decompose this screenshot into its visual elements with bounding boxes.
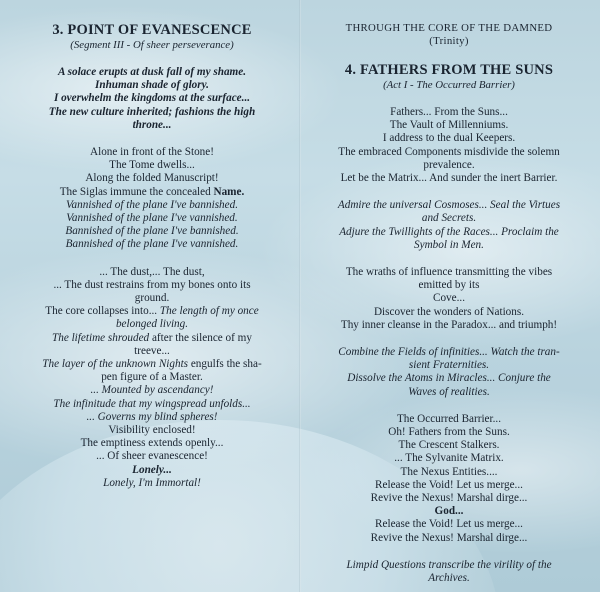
lyric-line: Bannished of the plane I've bannished. — [65, 225, 239, 238]
lyric-line: Alone in front of the Stone! — [90, 146, 214, 159]
stanza-2 — [18, 266, 286, 490]
lyric-line: Revive the Nexus! Marshal dirge... — [370, 531, 528, 544]
lyric-line: Dissolve the Atoms in Miracles... Conjure the — [347, 372, 551, 385]
lyric-line: Oh! Fathers from the Suns. — [388, 426, 510, 439]
lyric-line: pen figure of a Master. — [101, 371, 203, 384]
lyric-line: Inhuman shade of glory. — [95, 79, 209, 92]
lyric-segment: engulfs the sha- — [190, 358, 262, 371]
song-subtitle-4: (Act I - The Occurred Barrier) — [383, 79, 515, 91]
stanza-1 — [318, 106, 580, 185]
lyric-line-bold: God... — [434, 505, 464, 518]
lyric-line: A solace erupts at dusk fall of my shame. — [57, 66, 247, 78]
lyric-line: ... The dust restrains from my bones onto its — [53, 278, 251, 291]
right-column — [318, 22, 580, 585]
lyric-line: Admire the universal Cosmoses... Seal the Virtues — [337, 199, 561, 212]
lyric-line: Thy inner cleanse in the Paradox... and triumph! — [340, 318, 558, 331]
lyric-line: I overwhelm the kingdoms at the surface... — [53, 92, 251, 105]
lyric-line — [18, 332, 286, 345]
lyric-line: ... Of sheer evanescence! — [96, 450, 208, 463]
lyric-line: Fathers... From the Suns... — [390, 106, 508, 118]
lyric-line: Visibility enclosed! — [108, 424, 196, 437]
lyric-line: Let be the Matrix... And sunder the inert Barrier. — [340, 172, 558, 185]
page-fold — [299, 0, 301, 592]
lyric-line: ... Mounted by ascendancy! — [90, 384, 214, 397]
album-heading: THROUGH THE CORE OF THE DAMNED — [345, 22, 553, 34]
lyric-line: Vannished of the plane I've vannished. — [66, 212, 238, 225]
lyric-line: prevalence. — [423, 158, 475, 171]
lyric-line: The new culture inherited; fashions the high — [48, 105, 256, 118]
album-heading-sub: (Trinity) — [429, 35, 469, 47]
lyric-line: Discover the wonders of Nations. — [373, 305, 525, 318]
lyric-line: sient Fraternities. — [408, 359, 490, 372]
lyric-line: Cove... — [432, 292, 465, 305]
lyric-line: The Crescent Stalkers. — [398, 439, 500, 452]
lyric-line: belonged living. — [115, 318, 189, 331]
lyric-line: and Secrets. — [421, 212, 477, 225]
stanza-2 — [318, 199, 580, 252]
lyric-line: Lonely, I'm Immortal! — [103, 476, 201, 489]
stanza-6 — [318, 559, 580, 585]
stanza-5 — [318, 413, 580, 545]
lyric-line: Along the folded Manuscript! — [85, 172, 219, 185]
lyric-line: The Nexus Entities.... — [400, 465, 498, 478]
stanza-4 — [318, 346, 580, 399]
lyric-line: ... The Sylvanite Matrix. — [394, 452, 504, 465]
stanza-3 — [318, 266, 580, 332]
lyric-line: The embraced Components misdivide the solemn — [338, 145, 560, 158]
lyric-line: Combine the Fields of infinities... Watch the tran- — [338, 346, 560, 359]
song-subtitle-3: (Segment III - Of sheer perseverance) — [70, 39, 234, 51]
lyric-line: throne... — [132, 118, 172, 131]
lyric-segment: The Siglas immune the concealed — [59, 185, 214, 198]
lyric-line: Revive the Nexus! Marshal dirge... — [370, 492, 528, 505]
lyric-line: Vannished of the plane I've bannished. — [65, 198, 239, 211]
lyric-segment-italic: The length of my once — [159, 305, 259, 318]
lyric-line: Release the Void! Let us merge... — [375, 518, 523, 531]
lyric-line: Bannished of the plane I've vannished. — [65, 238, 239, 251]
lyric-line: ground. — [134, 292, 170, 305]
lyric-line: Waves of realities. — [408, 385, 490, 398]
lyric-line — [18, 305, 286, 318]
left-column — [18, 22, 286, 490]
lyric-line: The wraths of influence transmitting the vibes — [345, 266, 553, 279]
lyric-line: Release the Void! Let us merge... — [375, 478, 523, 491]
lyric-line: I address to the dual Keepers. — [382, 132, 516, 145]
lyric-line: The Tome dwells... — [109, 159, 195, 172]
lyric-line: The Vault of Millenniums. — [389, 119, 509, 132]
lyric-line: The infinitude that my wingspread unfolds... — [53, 397, 251, 410]
lyric-line: Lonely... — [132, 463, 172, 476]
lyric-line: Adjure the Twillights of the Races... Proclaim the — [339, 225, 559, 238]
lyric-line: The emptiness extends openly... — [80, 437, 224, 450]
lyric-line: Archives. — [428, 572, 470, 585]
intro-stanza — [18, 66, 286, 132]
lyric-segment-bold: Name. — [213, 185, 245, 198]
lyric-line: ... The dust,... The dust, — [99, 265, 205, 278]
lyric-line — [18, 186, 286, 199]
lyric-line: Limpid Questions transcribe the virility of the — [346, 558, 552, 571]
lyric-segment-italic: The layer of the unknown Nights — [42, 358, 191, 371]
lyric-segment: after the silence of my — [151, 331, 252, 344]
lyric-line: treeve... — [134, 344, 170, 357]
lyric-line: The Occurred Barrier... — [396, 412, 502, 425]
lyric-line: Symbol in Men. — [414, 238, 484, 251]
song-title-3: 3. POINT OF EVANESCENCE — [52, 22, 252, 38]
lyric-segment: The core collapses into... — [45, 305, 160, 318]
lyric-line — [18, 358, 286, 371]
lyric-line: ... Governs my blind spheres! — [86, 410, 218, 423]
stanza-1 — [18, 146, 286, 252]
lyric-segment-italic: The lifetime shrouded — [52, 331, 152, 344]
song-title-4: 4. FATHERS FROM THE SUNS — [344, 62, 554, 78]
lyric-line: emitted by its — [418, 279, 480, 292]
